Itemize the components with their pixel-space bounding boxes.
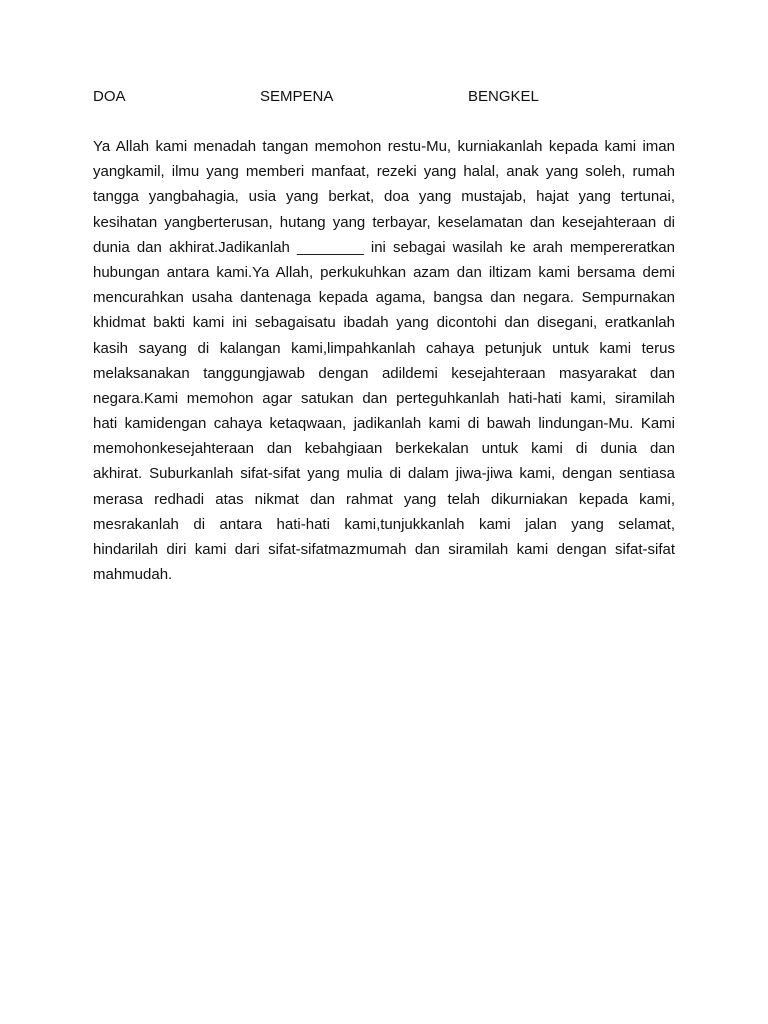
body-line: hubungan antara kami.Ya Allah, perkukuhkan azam dan iltizam kami bersama demi xyxy=(93,263,675,281)
body-line: merasa redhadi atas nikmat dan rahmat yang telah dikurniakan kepada kami, xyxy=(93,490,675,508)
title-word-bengkel: BENGKEL xyxy=(468,88,539,105)
body-line: dunia dan akhirat.Jadikanlah ________ ini sebagai wasilah ke arah mempereratkan xyxy=(93,238,675,256)
body-line: kesihatan yangberterusan, hutang yang terbayar, keselamatan dan kesejahteraan di xyxy=(93,213,675,231)
title-word-sempena: SEMPENA xyxy=(260,88,334,105)
body-line: hati kamidengan cahaya ketaqwaan, jadikanlah kami di bawah lindungan-Mu. Kami xyxy=(93,415,675,433)
body-line: hindarilah diri kami dari sifat-sifatmazmumah dan siramilah kami dengan sifat-sifat xyxy=(93,541,675,558)
title-word-doa: DOA xyxy=(93,88,126,105)
body-line: khidmat bakti kami ini sebagaisatu ibadah yang dicontohi dan disegani, eratkanlah xyxy=(93,314,675,332)
body-line: kasih sayang di kalangan kami,limpahkanlah cahaya petunjuk untuk kami terus xyxy=(93,339,675,357)
body-line: akhirat. Suburkanlah sifat-sifat yang mulia di dalam jiwa-jiwa kami, dengan sentiasa xyxy=(93,465,675,483)
prayer-body xyxy=(93,134,675,587)
body-line: negara.Kami memohon agar satukan dan perteguhkanlah hati-hati kami, siramilah xyxy=(93,389,675,407)
body-line: memohonkesejahteraan dan kebahgiaan berkekalan untuk kami di dunia dan xyxy=(93,440,675,458)
body-line: tangga yangbahagia, usia yang berkat, doa yang mustajab, hajat yang tertunai, xyxy=(93,188,675,206)
body-line: mesrakanlah di antara hati-hati kami,tunjukkanlah kami jalan yang selamat, xyxy=(93,515,675,533)
body-line: yangkamil, ilmu yang memberi manfaat, rezeki yang halal, anak yang soleh, rumah xyxy=(93,163,675,181)
document-title xyxy=(93,87,675,107)
body-line: melaksanakan tanggungjawab dengan adildemi kesejahteraan masyarakat dan xyxy=(93,364,675,382)
body-line: Ya Allah kami menadah tangan memohon restu-Mu, kurniakanlah kepada kami iman xyxy=(93,138,675,155)
body-line: mencurahkan usaha dantenaga kepada agama, bangsa dan negara. Sempurnakan xyxy=(93,289,675,307)
body-line-last: mahmudah. xyxy=(93,566,173,584)
